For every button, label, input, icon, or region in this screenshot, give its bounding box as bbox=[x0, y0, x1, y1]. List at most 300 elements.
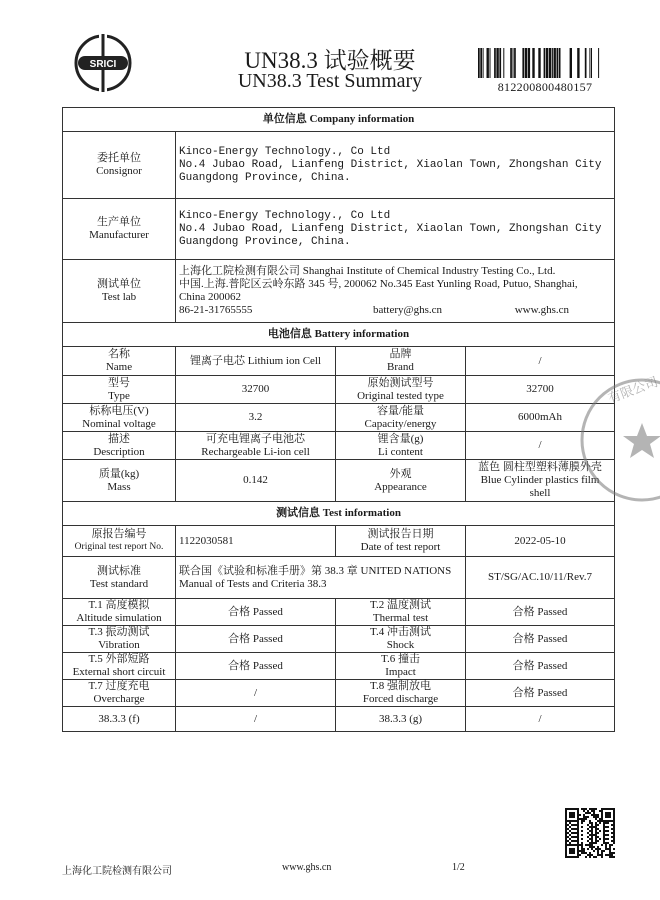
qr-module bbox=[605, 842, 607, 844]
qr-module bbox=[603, 824, 605, 826]
qr-module bbox=[603, 808, 605, 810]
original-type-label: 原始测试型号 Original tested type bbox=[336, 376, 466, 404]
qr-module bbox=[573, 812, 575, 814]
qr-module bbox=[603, 822, 605, 824]
qr-module bbox=[613, 832, 615, 834]
qr-module bbox=[589, 830, 591, 832]
qr-module bbox=[605, 808, 607, 810]
qr-module bbox=[603, 834, 605, 836]
qr-module bbox=[597, 840, 599, 842]
barcode-bar bbox=[532, 48, 534, 78]
table-row bbox=[63, 707, 615, 732]
test-3833f-value: / bbox=[176, 707, 336, 732]
table-row bbox=[63, 626, 615, 653]
qr-module bbox=[591, 834, 593, 836]
barcode-bar bbox=[544, 48, 546, 78]
qr-module bbox=[613, 828, 615, 830]
qr-module bbox=[605, 812, 607, 814]
li-content-label: 锂含量(g) Li content bbox=[336, 432, 466, 460]
qr-module bbox=[565, 812, 567, 814]
test-lab-email: battery@ghs.cn bbox=[372, 304, 443, 316]
qr-module bbox=[595, 838, 597, 840]
qr-module bbox=[591, 848, 593, 850]
qr-module bbox=[611, 840, 613, 842]
qr-module bbox=[587, 824, 589, 826]
qr-module bbox=[603, 826, 605, 828]
barcode-bar bbox=[490, 48, 491, 78]
qr-module bbox=[611, 824, 613, 826]
qr-module bbox=[611, 852, 613, 854]
qr-module bbox=[613, 812, 615, 814]
barcode-bar bbox=[525, 48, 527, 78]
standard-label: 测试标准 Test standard bbox=[63, 557, 176, 599]
qr-module bbox=[571, 824, 573, 826]
qr-module bbox=[589, 842, 591, 844]
qr-module bbox=[603, 820, 605, 822]
test-t2-label: T.2 温度测试 Thermal test bbox=[336, 599, 466, 626]
qr-module bbox=[599, 820, 601, 822]
description-label: 描述 Description bbox=[63, 432, 176, 460]
test-t6-result: 合格 Passed bbox=[466, 653, 615, 680]
qr-module bbox=[593, 812, 595, 814]
qr-module bbox=[597, 820, 599, 822]
qr-module bbox=[577, 844, 579, 846]
qr-module bbox=[573, 844, 575, 846]
qr-module bbox=[595, 830, 597, 832]
qr-module bbox=[611, 820, 613, 822]
qr-module bbox=[609, 814, 611, 816]
qr-module bbox=[565, 832, 567, 834]
qr-module bbox=[577, 830, 579, 832]
qr-module bbox=[601, 856, 603, 858]
barcode-bar bbox=[557, 48, 559, 78]
qr-module bbox=[593, 856, 595, 858]
qr-module bbox=[595, 836, 597, 838]
qr-module bbox=[587, 812, 589, 814]
standard-value: 联合国《试验和标准手册》第 38.3 章 UNITED NATIONS Manual of Tests and Criteria 38.3 bbox=[176, 557, 466, 599]
qr-module bbox=[573, 814, 575, 816]
qr-module bbox=[571, 848, 573, 850]
qr-module bbox=[569, 838, 571, 840]
qr-module bbox=[607, 816, 609, 818]
footer-website: www.ghs.cn bbox=[282, 862, 332, 873]
qr-module bbox=[613, 824, 615, 826]
qr-module bbox=[575, 856, 577, 858]
qr-module bbox=[613, 808, 615, 810]
qr-module bbox=[607, 814, 609, 816]
qr-module bbox=[587, 832, 589, 834]
qr-module bbox=[613, 826, 615, 828]
qr-module bbox=[567, 820, 569, 822]
qr-module bbox=[581, 848, 583, 850]
qr-module bbox=[605, 822, 607, 824]
qr-module bbox=[593, 842, 595, 844]
qr-module bbox=[591, 826, 593, 828]
qr-module bbox=[599, 818, 601, 820]
qr-module bbox=[607, 820, 609, 822]
qr-module bbox=[583, 818, 585, 820]
test-t3-label: T.3 振动测试 Vibration bbox=[63, 626, 176, 653]
qr-module bbox=[589, 812, 591, 814]
qr-module bbox=[597, 828, 599, 830]
qr-module bbox=[609, 820, 611, 822]
qr-module bbox=[591, 842, 593, 844]
barcode-bar bbox=[552, 48, 553, 78]
qr-module bbox=[571, 852, 573, 854]
qr-module bbox=[577, 854, 579, 856]
qr-module bbox=[577, 856, 579, 858]
test-t4-result: 合格 Passed bbox=[466, 626, 615, 653]
qr-module bbox=[595, 816, 597, 818]
qr-module bbox=[569, 856, 571, 858]
qr-module bbox=[587, 810, 589, 812]
qr-module bbox=[565, 846, 567, 848]
qr-module bbox=[571, 812, 573, 814]
qr-module bbox=[571, 844, 573, 846]
capacity-label: 容量/能量 Capacity/energy bbox=[336, 404, 466, 432]
qr-module bbox=[567, 836, 569, 838]
qr-module bbox=[607, 854, 609, 856]
voltage-label: 标称电压(V) Nominal voltage bbox=[63, 404, 176, 432]
qr-module bbox=[577, 816, 579, 818]
qr-module bbox=[577, 828, 579, 830]
qr-module bbox=[591, 808, 593, 810]
qr-module bbox=[605, 838, 607, 840]
qr-module bbox=[613, 830, 615, 832]
qr-module bbox=[609, 856, 611, 858]
qr-module bbox=[581, 822, 583, 824]
test-t1-result: 合格 Passed bbox=[176, 599, 336, 626]
qr-module bbox=[571, 840, 573, 842]
qr-module bbox=[597, 814, 599, 816]
qr-module bbox=[571, 816, 573, 818]
qr-module bbox=[609, 852, 611, 854]
qr-module bbox=[577, 838, 579, 840]
qr-module bbox=[603, 842, 605, 844]
qr-module bbox=[573, 850, 575, 852]
qr-module bbox=[589, 846, 591, 848]
qr-module bbox=[573, 856, 575, 858]
qr-module bbox=[565, 808, 567, 810]
test-t4-label: T.4 冲击测试 Shock bbox=[336, 626, 466, 653]
test-t8-label: T.8 强制放电 Forced discharge bbox=[336, 680, 466, 707]
qr-module bbox=[613, 856, 615, 858]
qr-module bbox=[569, 820, 571, 822]
title-english: UN38.3 Test Summary bbox=[237, 70, 423, 92]
qr-module bbox=[603, 838, 605, 840]
qr-module bbox=[565, 854, 567, 856]
barcode-bar bbox=[483, 48, 484, 78]
qr-module bbox=[597, 846, 599, 848]
qr-module bbox=[567, 856, 569, 858]
qr-module bbox=[567, 844, 569, 846]
qr-module bbox=[611, 854, 613, 856]
consignor-value: Kinco-Energy Technology., Co Ltd No.4 Jubao Road, Lianfeng District, Xiaolan Town, Zhongshan City Guangdong Province, China. bbox=[176, 132, 615, 199]
test-t2-result: 合格 Passed bbox=[466, 599, 615, 626]
qr-module bbox=[571, 814, 573, 816]
original-report-label: 原报告编号 Original test report No. bbox=[63, 526, 176, 557]
qr-module bbox=[569, 808, 571, 810]
qr-module bbox=[587, 848, 589, 850]
qr-module bbox=[565, 818, 567, 820]
qr-module bbox=[595, 828, 597, 830]
qr-module bbox=[573, 824, 575, 826]
qr-module bbox=[613, 816, 615, 818]
test-section-title: 测试信息 Test information bbox=[63, 502, 615, 526]
qr-module bbox=[603, 836, 605, 838]
qr-module bbox=[577, 818, 579, 820]
qr-module bbox=[603, 840, 605, 842]
test-3833g-label: 38.3.3 (g) bbox=[336, 707, 466, 732]
qr-module bbox=[565, 850, 567, 852]
barcode-bar bbox=[478, 48, 480, 78]
qr-module bbox=[589, 834, 591, 836]
qr-module bbox=[575, 844, 577, 846]
test-t8-result: 合格 Passed bbox=[466, 680, 615, 707]
qr-module bbox=[589, 820, 591, 822]
qr-module bbox=[565, 840, 567, 842]
qr-module bbox=[565, 810, 567, 812]
qr-module bbox=[613, 822, 615, 824]
qr-module bbox=[577, 836, 579, 838]
qr-module bbox=[593, 810, 595, 812]
qr-module bbox=[597, 850, 599, 852]
barcode-bar bbox=[549, 48, 551, 78]
qr-module bbox=[581, 844, 583, 846]
manufacturer-value: Kinco-Energy Technology., Co Ltd No.4 Jubao Road, Lianfeng District, Xiaolan Town, Zhongshan City Guangdong Province, China. bbox=[176, 199, 615, 260]
qr-module bbox=[613, 852, 615, 854]
qr-module bbox=[569, 834, 571, 836]
qr-module bbox=[571, 850, 573, 852]
qr-module bbox=[591, 844, 593, 846]
qr-module bbox=[577, 840, 579, 842]
qr-module bbox=[613, 820, 615, 822]
qr-module bbox=[611, 836, 613, 838]
qr-module bbox=[581, 834, 583, 836]
qr-module bbox=[587, 836, 589, 838]
report-number: 812200800480157 bbox=[497, 80, 593, 94]
qr-module bbox=[573, 832, 575, 834]
qr-module bbox=[569, 812, 571, 814]
capacity-value: 6000mAh bbox=[466, 404, 615, 432]
qr-module bbox=[593, 846, 595, 848]
qr-module bbox=[605, 826, 607, 828]
qr-module bbox=[569, 830, 571, 832]
qr-module bbox=[569, 850, 571, 852]
qr-module bbox=[575, 836, 577, 838]
qr-module bbox=[565, 836, 567, 838]
qr-module bbox=[573, 836, 575, 838]
barcode-bar bbox=[585, 48, 587, 78]
logo-text: SRICI bbox=[89, 59, 117, 70]
qr-module bbox=[599, 822, 601, 824]
qr-module bbox=[605, 848, 607, 850]
voltage-value: 3.2 bbox=[176, 404, 336, 432]
qr-module bbox=[583, 816, 585, 818]
qr-module bbox=[599, 854, 601, 856]
qr-module bbox=[603, 828, 605, 830]
manufacturer-label: 生产单位 Manufacturer bbox=[63, 199, 176, 260]
qr-module bbox=[589, 856, 591, 858]
qr-module bbox=[567, 832, 569, 834]
qr-module bbox=[589, 822, 591, 824]
svg-text:有限公司: 有限公司 bbox=[606, 374, 660, 407]
brand-label: 品牌 Brand bbox=[336, 347, 466, 376]
qr-module bbox=[583, 848, 585, 850]
qr-module bbox=[583, 808, 585, 810]
qr-module bbox=[597, 824, 599, 826]
original-type-value: 32700 bbox=[466, 376, 615, 404]
qr-module bbox=[595, 822, 597, 824]
qr-module bbox=[609, 808, 611, 810]
summary-table bbox=[62, 107, 615, 732]
qr-module bbox=[607, 812, 609, 814]
qr-module bbox=[613, 838, 615, 840]
qr-module bbox=[577, 810, 579, 812]
qr-module bbox=[571, 832, 573, 834]
qr-module bbox=[577, 826, 579, 828]
qr-module bbox=[605, 820, 607, 822]
qr-module bbox=[613, 848, 615, 850]
qr-module bbox=[575, 828, 577, 830]
qr-module bbox=[577, 842, 579, 844]
qr-module bbox=[583, 852, 585, 854]
qr-module bbox=[605, 844, 607, 846]
qr-module bbox=[565, 848, 567, 850]
qr-module bbox=[581, 820, 583, 822]
test-lab-label: 测试单位 Test lab bbox=[63, 260, 176, 323]
qr-module bbox=[607, 830, 609, 832]
qr-module bbox=[597, 854, 599, 856]
qr-module bbox=[595, 824, 597, 826]
qr-module bbox=[589, 844, 591, 846]
qr-module bbox=[573, 808, 575, 810]
qr-module bbox=[579, 814, 581, 816]
qr-module bbox=[613, 818, 615, 820]
qr-module bbox=[591, 846, 593, 848]
test-lab-value: 上海化工院检测有限公司 Shanghai Institute of Chemical Industry Testing Co., Ltd. 中国.上海.普陀区云岭东路 345 号, 200062 No.345 East Yunling Road, Putuo, Shanghai, China 200062 86-21-31765555 battery@ghs.cn www.ghs.cn bbox=[176, 260, 615, 323]
qr-module bbox=[603, 832, 605, 834]
qr-module bbox=[585, 852, 587, 854]
qr-module bbox=[591, 854, 593, 856]
qr-module bbox=[591, 810, 593, 812]
qr-module bbox=[571, 808, 573, 810]
qr-module bbox=[603, 830, 605, 832]
barcode bbox=[478, 48, 612, 78]
test-t6-label: T.6 撞击 Impact bbox=[336, 653, 466, 680]
qr-module bbox=[589, 838, 591, 840]
qr-module bbox=[611, 828, 613, 830]
qr-module bbox=[597, 852, 599, 854]
barcode-bar bbox=[494, 48, 496, 78]
qr-module bbox=[597, 832, 599, 834]
qr-module bbox=[593, 850, 595, 852]
qr-module bbox=[609, 850, 611, 852]
qr-module bbox=[581, 808, 583, 810]
qr-module bbox=[595, 834, 597, 836]
type-label: 型号 Type bbox=[63, 376, 176, 404]
qr-module bbox=[613, 810, 615, 812]
qr-module bbox=[575, 808, 577, 810]
appearance-value: 蓝色 圆柱型塑料薄膜外壳 Blue Cylinder plastics film shell bbox=[466, 460, 615, 502]
qr-module bbox=[573, 816, 575, 818]
qr-module bbox=[573, 852, 575, 854]
qr-module bbox=[565, 844, 567, 846]
qr-module bbox=[601, 816, 603, 818]
qr-module bbox=[581, 846, 583, 848]
qr-module bbox=[579, 854, 581, 856]
qr-module bbox=[571, 820, 573, 822]
qr-module bbox=[613, 836, 615, 838]
qr-module bbox=[581, 850, 583, 852]
qr-module bbox=[575, 840, 577, 842]
qr-module bbox=[609, 812, 611, 814]
qr-module bbox=[601, 844, 603, 846]
qr-module bbox=[583, 814, 585, 816]
qr-module bbox=[595, 848, 597, 850]
qr-module bbox=[605, 816, 607, 818]
test-t7-result: / bbox=[176, 680, 336, 707]
qr-module bbox=[597, 816, 599, 818]
mass-value: 0.142 bbox=[176, 460, 336, 502]
qr-module bbox=[577, 834, 579, 836]
barcode-bar bbox=[528, 48, 530, 78]
qr-module bbox=[573, 820, 575, 822]
qr-module bbox=[607, 842, 609, 844]
qr-module bbox=[601, 808, 603, 810]
barcode-bar bbox=[538, 48, 540, 78]
qr-module bbox=[577, 846, 579, 848]
qr-module bbox=[591, 836, 593, 838]
test-3833f-label: 38.3.3 (f) bbox=[63, 707, 176, 732]
qr-module bbox=[605, 854, 607, 856]
qr-module bbox=[595, 814, 597, 816]
qr-module bbox=[591, 828, 593, 830]
qr-module bbox=[571, 856, 573, 858]
qr-module bbox=[599, 810, 601, 812]
qr-module bbox=[611, 844, 613, 846]
brand-value: / bbox=[466, 347, 615, 376]
qr-module bbox=[591, 824, 593, 826]
barcode-bar bbox=[570, 48, 572, 78]
description-value: 可充电锂离子电池芯 Rechargeable Li-ion cell bbox=[176, 432, 336, 460]
barcode-bar bbox=[503, 48, 504, 78]
qr-module bbox=[609, 844, 611, 846]
consignor-label: 委托单位 Consignor bbox=[63, 132, 176, 199]
qr-module bbox=[581, 838, 583, 840]
qr-module bbox=[577, 832, 579, 834]
qr-module bbox=[581, 842, 583, 844]
qr-module bbox=[593, 814, 595, 816]
qr-module bbox=[567, 828, 569, 830]
qr-module bbox=[585, 844, 587, 846]
original-report-value: 1122030581 bbox=[176, 526, 336, 557]
company-seal-stamp bbox=[560, 365, 660, 515]
qr-module bbox=[571, 828, 573, 830]
qr-module bbox=[611, 856, 613, 858]
qr-module bbox=[591, 838, 593, 840]
qr-module bbox=[605, 814, 607, 816]
barcode-bar bbox=[589, 48, 590, 78]
barcode-bar bbox=[598, 48, 599, 78]
qr-module bbox=[569, 814, 571, 816]
qr-module bbox=[587, 828, 589, 830]
qr-module bbox=[599, 848, 601, 850]
li-content-value: / bbox=[466, 432, 615, 460]
qr-module bbox=[569, 842, 571, 844]
qr-module bbox=[609, 846, 611, 848]
barcode-bar bbox=[522, 48, 524, 78]
